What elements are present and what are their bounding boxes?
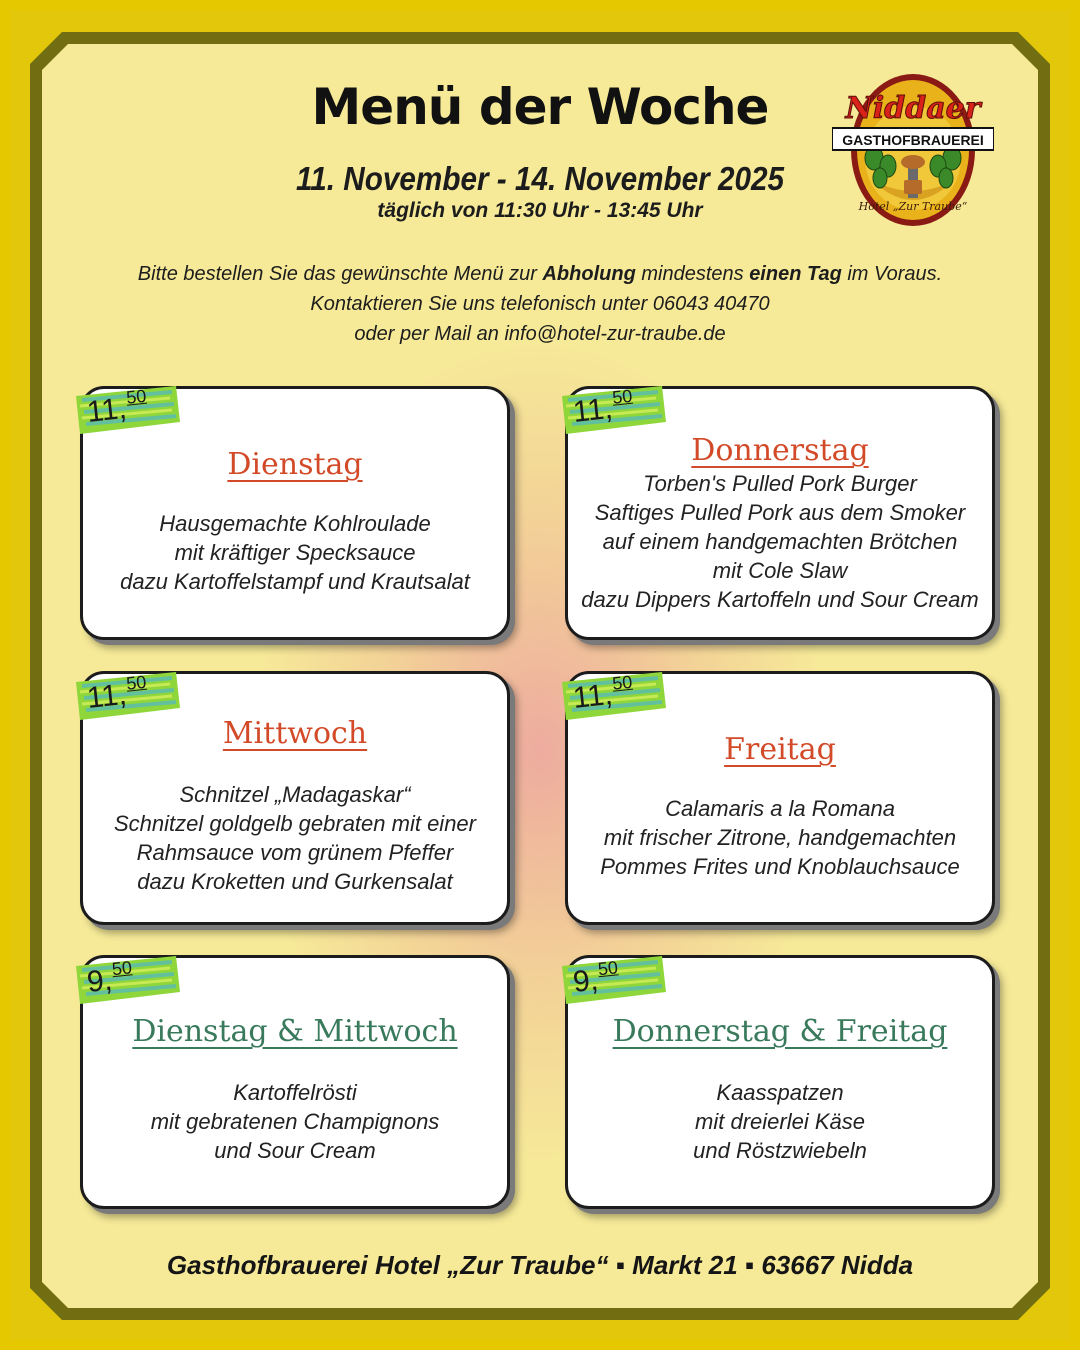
price-cents: 50 (110, 957, 133, 980)
price-euros: 11, (571, 677, 615, 715)
card-day-title: Donnerstag (691, 433, 869, 468)
logo-subtitle-text: Hotel „Zur Traube“ (858, 200, 968, 213)
opening-hours: täglich von 11:30 Uhr - 13:45 Uhr (377, 199, 703, 222)
footer-address: Gasthofbrauerei Hotel „Zur Traube“ ▪ Markt 21 ▪ 63667 Nidda (166, 1250, 914, 1280)
price-cents: 50 (125, 385, 148, 408)
price-tag (72, 382, 182, 438)
price-tag (558, 952, 668, 1008)
price-euros: 11, (85, 677, 129, 715)
card-description: Torben's Pulled Pork Burger Saftiges Pulled Pork aus dem Smoker auf einem handgemachten Brötchen mit Cole Slaw dazu Dippers Kartoffeln und Sour Cream (581, 471, 979, 612)
price-euros: 11, (571, 391, 615, 429)
notice-text: Bitte bestellen Sie das gewünschte Menü zur (137, 263, 543, 285)
price-cents: 50 (596, 957, 619, 980)
logo-brand-text: Niddaer (845, 91, 981, 126)
card-description: Hausgemachte Kohlroulade mit kräftiger Specksauce dazu Kartoffelstampf und Krautsalat (120, 511, 470, 594)
card-day-title: Freitag (724, 732, 836, 767)
card-description: Kartoffelrösti mit gebratenen Champignons und Sour Cream (150, 1080, 440, 1163)
price-tag (558, 382, 668, 438)
logo-banner-text: GASTHOFBRAUEREI (842, 132, 984, 148)
card-description: Schnitzel „Madagaskar“ Schnitzel goldgelb gebraten mit einer Rahmsauce vom grünem Pfeffer dazu Kroketten und Gurkensalat (113, 782, 476, 894)
price-cents: 50 (611, 385, 634, 408)
price-tag (72, 668, 182, 724)
card-day-title: Donnerstag & Freitag (612, 1014, 948, 1049)
price-label (571, 386, 635, 430)
price-tag (72, 952, 182, 1008)
notice-text: im Voraus. (841, 263, 943, 285)
notice-line-1 (60, 259, 1020, 289)
price-cents: 50 (611, 671, 634, 694)
price-tag (558, 668, 668, 724)
price-euros: 9, (571, 963, 600, 999)
card-day-title: Mittwoch (222, 716, 368, 751)
card-day-title: Dienstag (227, 447, 363, 482)
notice-email-line: oder per Mail an info@hotel-zur-traube.de (354, 323, 726, 345)
card-description: Calamaris a la Romana mit frischer Zitrone, handgemachten Pommes Frites und Knoblauchsauce (600, 796, 960, 879)
price-label (85, 957, 135, 1000)
price-euros: 11, (85, 391, 129, 429)
notice-text: mindestens (635, 263, 750, 285)
price-label (571, 672, 635, 716)
brewery-logo-graphic (832, 70, 994, 230)
price-cents: 50 (125, 671, 148, 694)
notice-phone-line: Kontaktieren Sie uns telefonisch unter 06043 40470 (310, 293, 770, 315)
brewery-logo (832, 70, 994, 230)
card-description: Kaasspatzen mit dreierlei Käse und Röstzwiebeln (693, 1080, 867, 1163)
price-label (571, 957, 621, 1000)
price-euros: 9, (85, 963, 114, 999)
order-notice (60, 259, 1020, 349)
notice-emphasis-day: einen Tag (749, 263, 842, 285)
notice-emphasis-pickup: Abholung (542, 263, 636, 285)
price-label (85, 672, 149, 716)
page-title: Menü der Woche (311, 78, 769, 136)
price-label (85, 386, 149, 430)
card-day-title: Dienstag & Mittwoch (132, 1014, 458, 1049)
date-range: 11. November - 14. November 2025 (295, 160, 785, 197)
